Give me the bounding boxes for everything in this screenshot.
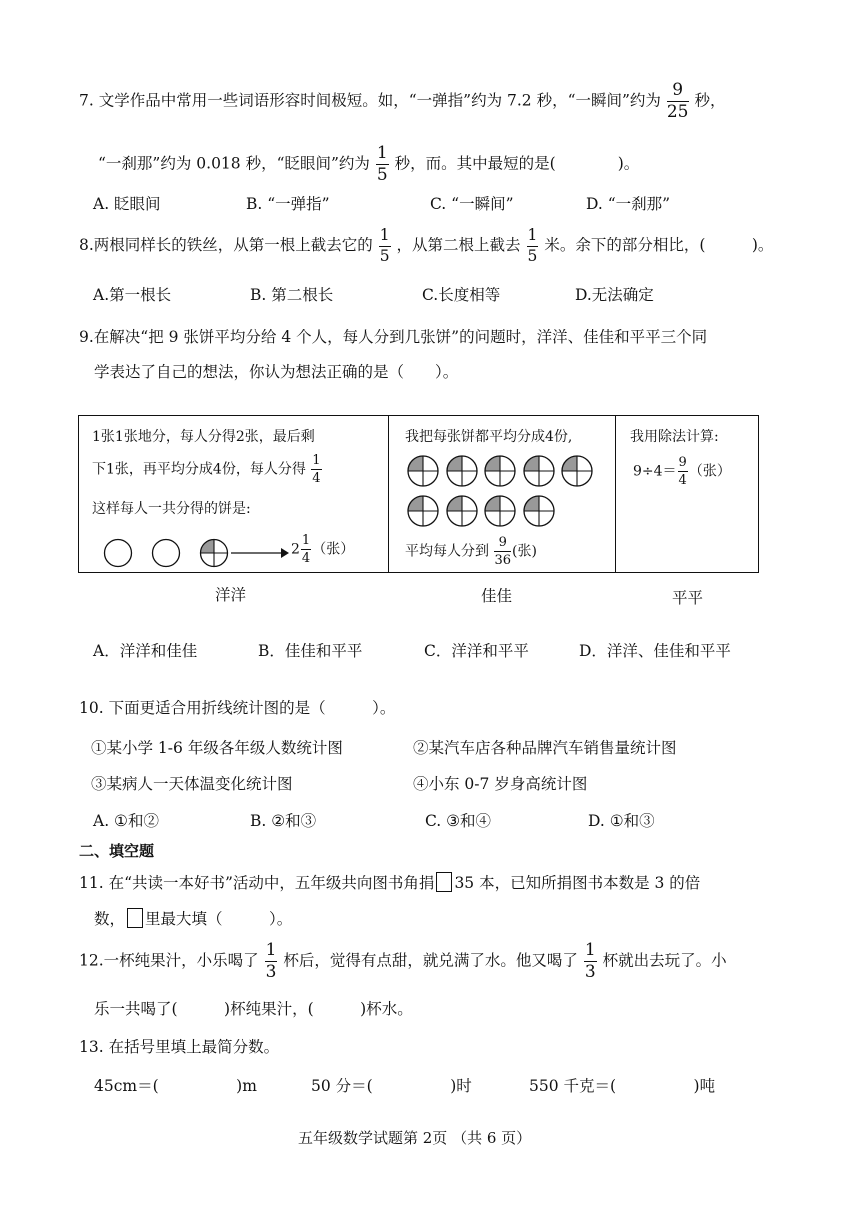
yangyang-cell bbox=[79, 416, 389, 572]
q9-option-d[interactable]: D．洋洋、佳佳和平平 bbox=[579, 642, 731, 660]
mixed-whole: 2 bbox=[291, 541, 300, 558]
q7-option-c[interactable]: C. “一瞬间” bbox=[430, 195, 514, 213]
page-footer: 五年级数学试题第 2页 （共 6 页） bbox=[298, 1129, 532, 1147]
quartered-pie-icon bbox=[483, 494, 517, 528]
q12-line2: 乐一共喝了( )杯纯果汁，( )杯水。 bbox=[94, 1000, 413, 1018]
pingping-cell bbox=[616, 416, 758, 572]
q13-item-3: 550 千克＝( )吨 bbox=[529, 1077, 716, 1095]
q11-text-b: 35 本，已知所捐图书本数是 3 的倍 bbox=[454, 874, 701, 892]
q7-text-c: “一刹那”约为 0.018 秒，“眨眼间”约为 bbox=[98, 154, 370, 173]
q10-option-a[interactable]: A. ①和② bbox=[93, 812, 159, 830]
quartered-pie-icon bbox=[522, 494, 556, 528]
yangyang-line2 bbox=[92, 454, 323, 485]
yangyang-line2-text: 下1张，再平均分成4份，每人分得 bbox=[92, 461, 306, 478]
mixed-fraction-1-4: $\frac{1}{4}$ bbox=[301, 533, 311, 566]
q10-option-d[interactable]: D. ①和③ bbox=[588, 812, 655, 830]
pingping-expression bbox=[633, 456, 731, 487]
yangyang-unit: （张） bbox=[312, 541, 355, 558]
q8-fraction-2: $\frac{1}{5}$ bbox=[527, 226, 538, 265]
q9-line2: 学表达了自己的想法，你认为想法正确的是（ ）。 bbox=[94, 363, 459, 381]
name-pingping: 平平 bbox=[672, 589, 704, 607]
section-title: 二、填空题 bbox=[79, 842, 155, 860]
q8-text-a: 8.两根同样长的铁丝，从第一根上截去它的 bbox=[79, 236, 373, 254]
pingping-line1: 我用除法计算: bbox=[630, 429, 719, 445]
quartered-pie-icon bbox=[445, 494, 479, 528]
q10-option-c[interactable]: C. ③和④ bbox=[425, 812, 492, 830]
jiajia-cell bbox=[389, 416, 616, 572]
q11-line2 bbox=[94, 907, 292, 929]
q11-text-c: 数， bbox=[94, 910, 126, 928]
whole-circle-icon bbox=[151, 538, 181, 568]
quartered-pie-icon bbox=[445, 454, 479, 488]
q8-line bbox=[79, 228, 773, 264]
q7-line2 bbox=[98, 145, 639, 184]
q8-option-c[interactable]: C.长度相等 bbox=[422, 286, 501, 304]
q7-text-a: 7. 文学作品中常用一些词语形容时间极短。如，“一弹指”约为 7.2 秒，“一瞬间”约为 bbox=[79, 91, 661, 110]
q13-item-1: 45cm＝( )m bbox=[94, 1077, 257, 1095]
q9-option-a[interactable]: A．洋洋和佳佳 bbox=[93, 642, 198, 660]
q8-text-c: 米。余下的部分相比，( )。 bbox=[544, 236, 774, 254]
jiajia-result-text: 平均每人分到 bbox=[405, 543, 489, 560]
yangyang-line1: 1张1张地分，每人分得2张，最后剩 bbox=[92, 429, 315, 445]
quartered-pie-icon bbox=[406, 454, 440, 488]
q11-text-a: 11. 在“共读一本好书”活动中，五年级共向图书角捐 bbox=[79, 874, 435, 892]
q8-option-a[interactable]: A.第一根长 bbox=[93, 286, 172, 304]
jiajia-unit: (张) bbox=[512, 543, 537, 560]
quartered-pie-icon bbox=[406, 494, 440, 528]
q9-option-c[interactable]: C．洋洋和平平 bbox=[424, 642, 529, 660]
q7-fraction-1-5: $\frac{1}{5}$ bbox=[376, 143, 388, 185]
name-yangyang: 洋洋 bbox=[215, 586, 247, 604]
q7-text-d: 秒，而。其中最短的是( )。 bbox=[394, 154, 640, 173]
q7-fraction-9-25: $\frac{9}{25}$ bbox=[666, 80, 689, 122]
q9-line1: 9.在解决“把 9 张饼平均分给 4 个人，每人分到几张饼”的问题时，洋洋、佳佳和平平三个同 bbox=[79, 328, 708, 346]
q12-fraction-1: $\frac{1}{3}$ bbox=[265, 940, 277, 982]
yangyang-line3: 这样每人一共分得的饼是: bbox=[92, 501, 251, 517]
pingping-unit: （张） bbox=[688, 463, 731, 480]
q13-item-2: 50 分＝( )时 bbox=[311, 1077, 472, 1095]
yangyang-fraction-1-4: $\frac{1}{4}$ bbox=[312, 453, 321, 486]
q10-item-2: ②某汽车店各种品牌汽车销售量统计图 bbox=[413, 739, 677, 757]
whole-circle-icon bbox=[103, 538, 133, 568]
q8-text-b: ，从第二根上截去 bbox=[396, 236, 521, 254]
q7-line1 bbox=[79, 82, 725, 121]
q8-fraction-1: $\frac{1}{5}$ bbox=[379, 226, 390, 265]
quartered-pie-icon bbox=[560, 454, 594, 488]
jiajia-result bbox=[405, 536, 537, 567]
name-jiajia: 佳佳 bbox=[481, 587, 513, 605]
division-expression: 9÷4＝ bbox=[633, 463, 677, 480]
q8-option-d[interactable]: D.无法确定 bbox=[575, 286, 654, 304]
q12-text-b: 杯后，觉得有点甜，就兑满了水。他又喝了 bbox=[283, 951, 578, 970]
q11-text-d: 里最大填（ ）。 bbox=[145, 910, 293, 928]
q10-item-4: ④小东 0-7 岁身高统计图 bbox=[413, 775, 588, 793]
q7-text-b: 秒， bbox=[694, 91, 726, 110]
jiajia-line1: 我把每张饼都平均分成4份, bbox=[405, 429, 573, 445]
q11-line1 bbox=[79, 871, 700, 893]
pingping-fraction-9-4: $\frac{9}{4}$ bbox=[678, 455, 687, 488]
quartered-pie-icon bbox=[522, 454, 556, 488]
q8-option-b[interactable]: B. 第二根长 bbox=[250, 286, 334, 304]
jiajia-fraction-9-36: $\frac{9}{36}$ bbox=[494, 535, 511, 568]
q10-item-3: ③某病人一天体温变化统计图 bbox=[91, 775, 293, 793]
quarter-shaded-circle-icon bbox=[199, 538, 229, 568]
blank-box[interactable] bbox=[436, 872, 452, 892]
q7-option-d[interactable]: D. “一刹那” bbox=[586, 195, 671, 213]
q10-option-b[interactable]: B. ②和③ bbox=[250, 812, 317, 830]
quartered-pie-icon bbox=[483, 454, 517, 488]
q12-text-a: 12.一杯纯果汁，小乐喝了 bbox=[79, 951, 259, 970]
q12-text-c: 杯就出去玩了。小 bbox=[602, 951, 727, 970]
yangyang-result bbox=[291, 534, 354, 565]
q7-option-a[interactable]: A. 眨眼间 bbox=[93, 195, 161, 213]
q9-option-b[interactable]: B．佳佳和平平 bbox=[258, 642, 363, 660]
arrow-right-icon bbox=[231, 546, 289, 560]
q12-line1 bbox=[79, 942, 727, 981]
q12-fraction-2: $\frac{1}{3}$ bbox=[584, 940, 596, 982]
q13-text: 13. 在括号里填上最简分数。 bbox=[79, 1038, 280, 1056]
q10-item-1: ①某小学 1-6 年级各年级人数统计图 bbox=[91, 739, 343, 757]
q10-text: 10. 下面更适合用折线统计图的是（ ）。 bbox=[79, 699, 396, 717]
q9-methods-table bbox=[78, 415, 759, 573]
q7-option-b[interactable]: B. “一弹指” bbox=[246, 195, 330, 213]
blank-box[interactable] bbox=[127, 908, 143, 928]
